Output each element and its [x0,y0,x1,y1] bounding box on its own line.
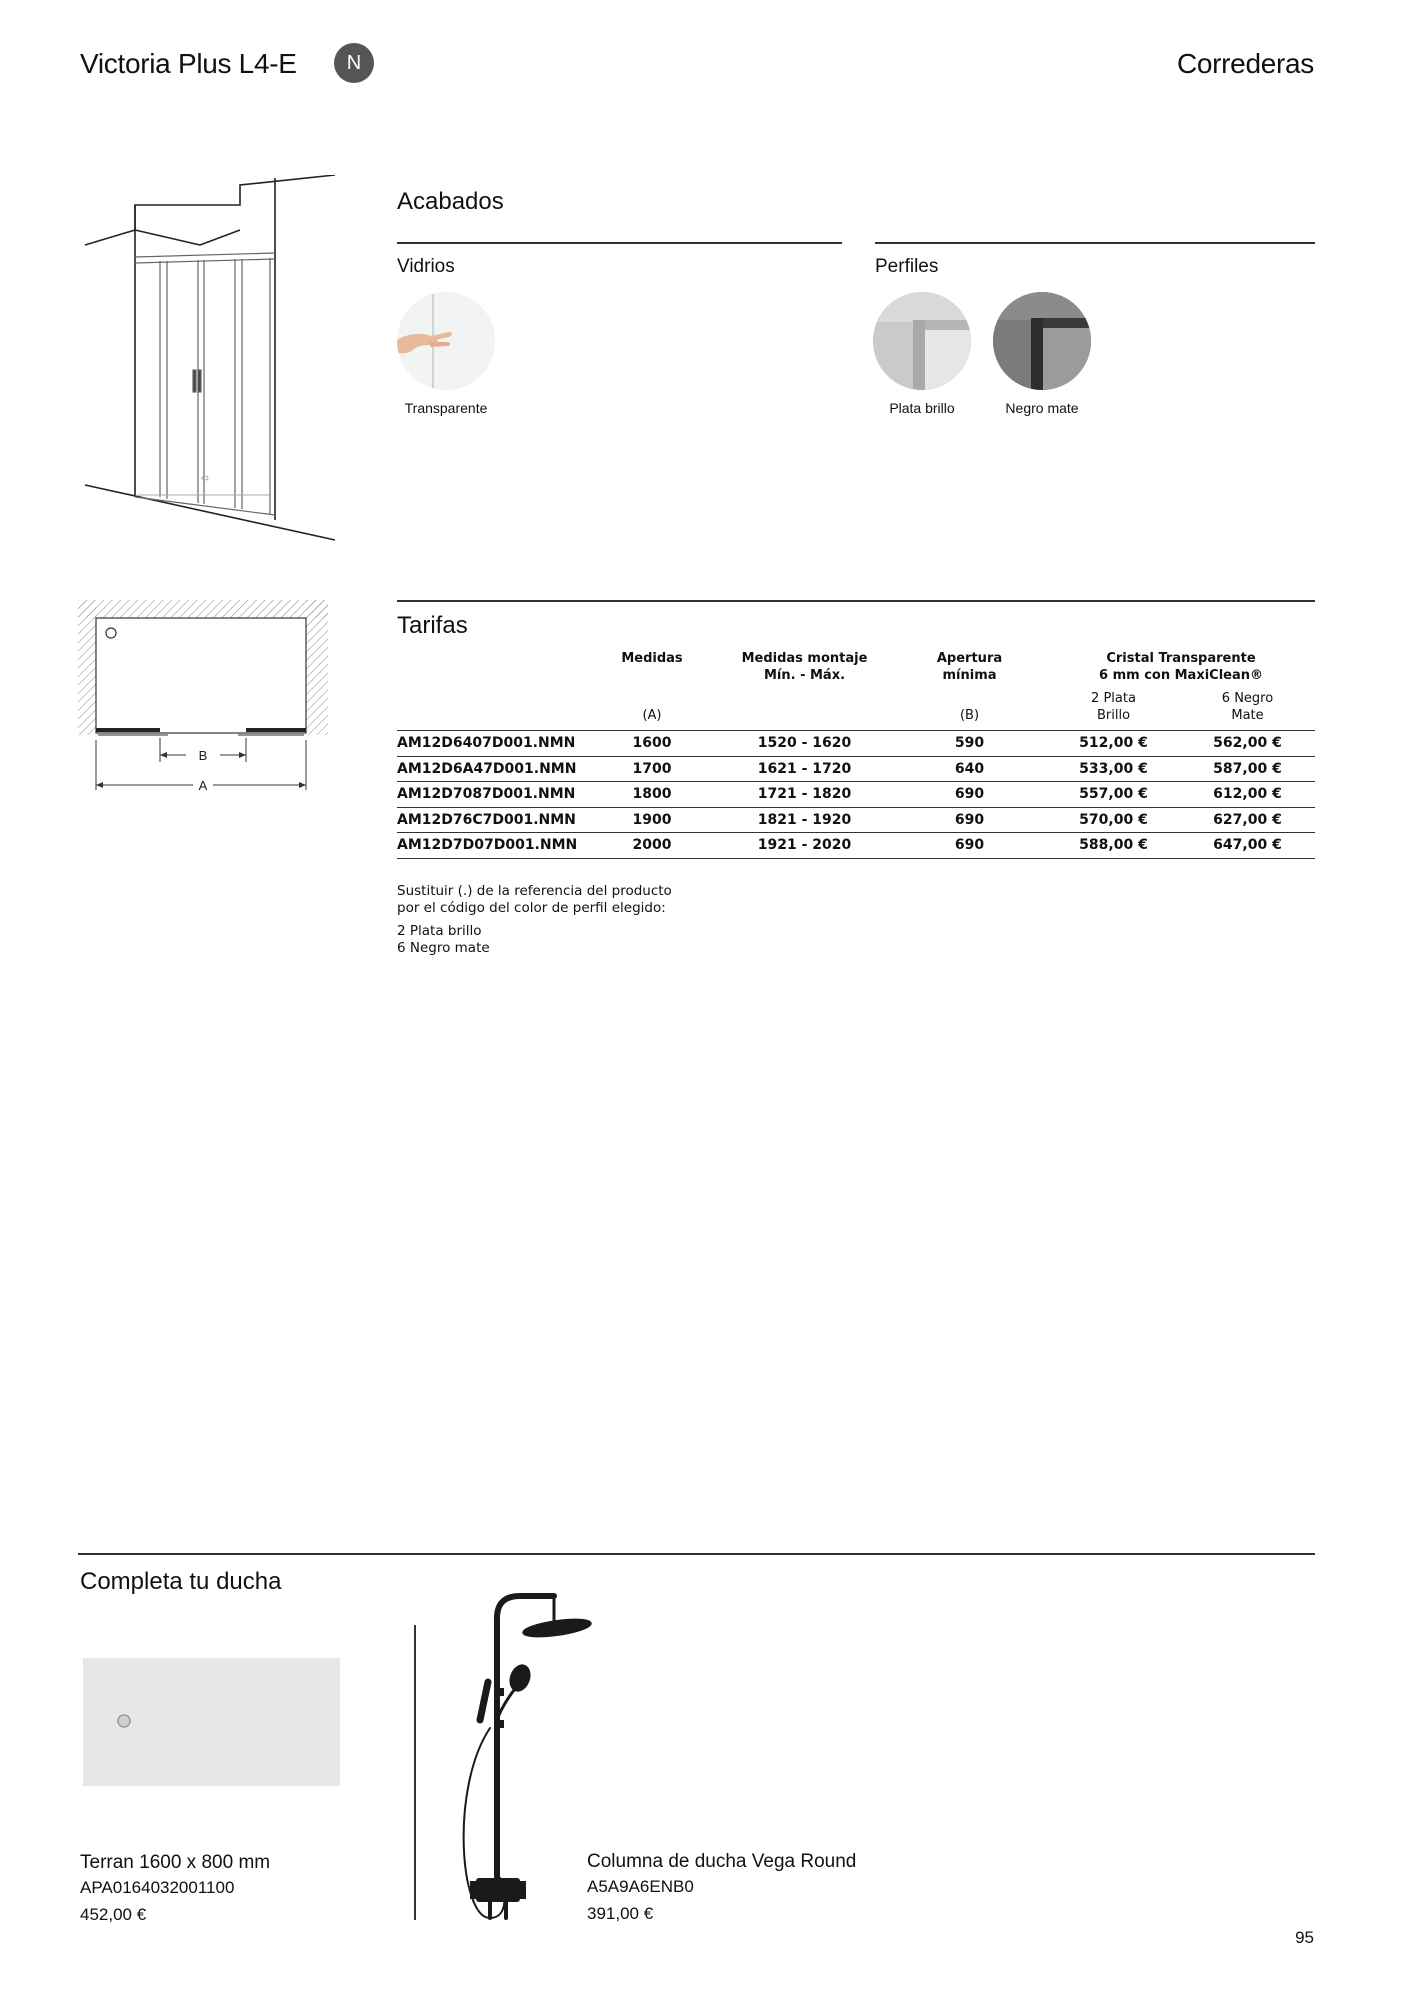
divider [78,1553,1315,1555]
page-number: 95 [1295,1928,1314,1947]
swatch-label: Transparente [404,400,488,416]
product-name: Columna de ducha Vega Round [587,1851,857,1872]
col-header-cristal: Cristal Transparente 6 mm con MaxiClean® [1099,651,1263,683]
page-title: Victoria Plus L4-E [80,48,297,79]
table-row: AM12D7087D001.NMN 1800 1721 - 1820 690 557,00 € 612,00 € [397,782,1315,808]
divider [397,242,842,244]
shower-tray-image [83,1658,340,1786]
col-header-plata: 2 Plata Brillo [1091,691,1136,723]
tarifas-note: Sustituir (.) de la referencia del producto por el código del color de perfil elegido: 2 Plata brillo 6 Negro mate [397,883,672,956]
product-code: APA0164032001100 [80,1878,235,1897]
divider [397,600,1315,602]
table-row: AM12D76C7D001.NMN 1900 1821 - 1920 690 570,00 € 627,00 € [397,807,1315,833]
col-header-apertura: Apertura mínima [936,651,1003,683]
swatch-label: Plata brillo [889,400,955,416]
glass-transparent-swatch [397,292,495,390]
vidrios-heading: Vidrios [397,256,455,277]
col-sub-b: (B) [959,708,980,723]
profile-plata-brillo-swatch [873,292,971,390]
table-row: AM12D7D07D001.NMN 2000 1921 - 2020 690 588,00 € 647,00 € [397,833,1315,859]
dimension-a-label: A [198,778,208,793]
shower-enclosure-illustration [80,175,340,545]
tarifas-heading: Tarifas [397,612,468,639]
col-sub-a: (A) [642,708,662,723]
table-row: AM12D6A47D001.NMN 1700 1621 - 1720 640 533,00 € 587,00 € [397,756,1315,782]
profile-negro-mate-swatch [993,292,1091,390]
perfiles-heading: Perfiles [875,256,939,277]
shower-column-image [450,1588,600,1938]
completa-heading: Completa tu ducha [80,1568,282,1595]
acabados-heading: Acabados [397,188,504,215]
new-badge: N [334,43,374,83]
product-price: 391,00 € [587,1904,654,1923]
col-header-negro: 6 Negro Mate [1221,691,1274,723]
section-label: Correderas [1176,48,1314,79]
col-header-montaje: Medidas montaje Mín. - Máx. [741,651,868,683]
product-name: Terran 1600 x 800 mm [80,1852,271,1873]
plan-diagram [78,600,330,800]
dimension-b-label: B [198,748,208,763]
swatch-label: Negro mate [1005,400,1079,416]
table-row: AM12D6407D001.NMN 1600 1520 - 1620 590 512,00 € 562,00 € [397,731,1315,757]
divider [875,242,1315,244]
vertical-divider [414,1625,416,1920]
product-price: 452,00 € [80,1905,147,1924]
price-table [397,650,1315,859]
col-header-medidas: Medidas [621,651,683,666]
product-code: A5A9A6ENB0 [587,1877,694,1896]
